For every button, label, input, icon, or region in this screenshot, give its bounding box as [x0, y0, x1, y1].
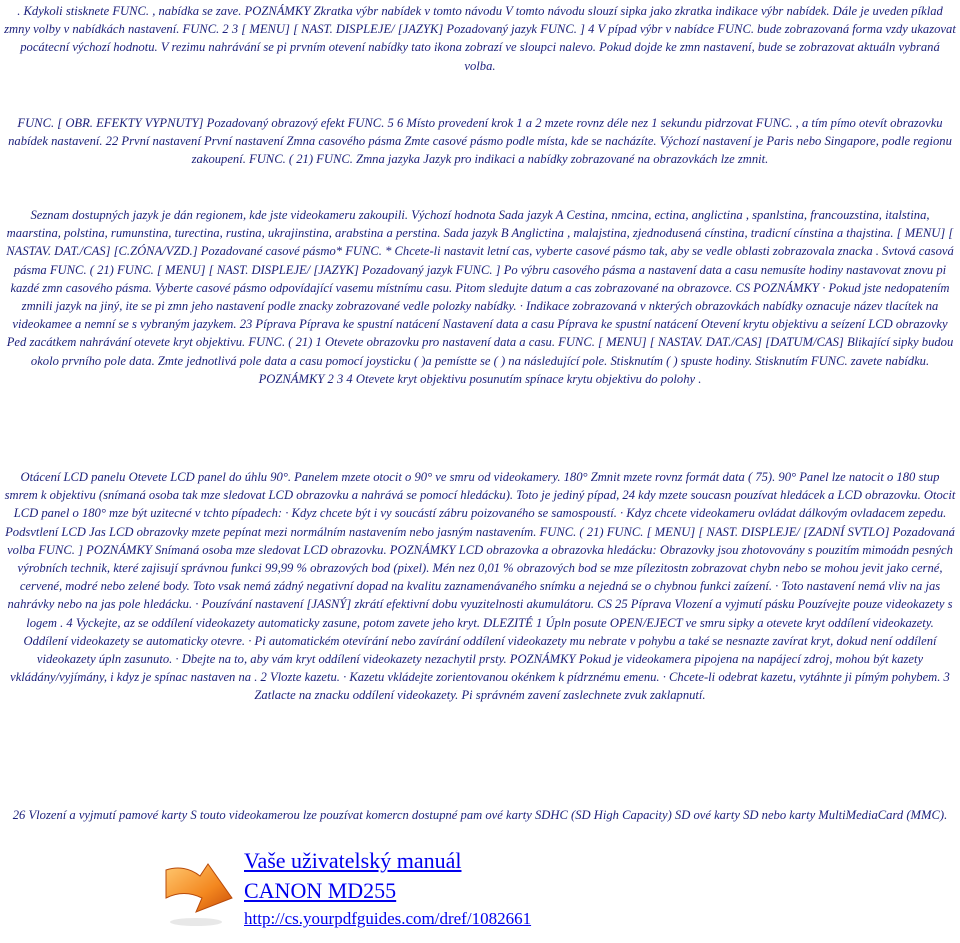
paragraph-memory-card: 26 Vlození a vyjmutí pamové karty S touto videokamerou lze pouzívat komercn dostupné pam ové karty SDHC (SD High Capacity) SD ové karty SD nebo karty MultiMediaCard (MMC).: [12, 808, 948, 822]
paragraph-lcd-cassette: Otácení LCD panelu Otevete LCD panel do úhlu 90°. Panelem mzete otocit o 90° ve smru od videokamery. 180° Zmnit mzete rovnz formát data ( 75). 90° Panel lze natocit o 180 stup smrem k objektivu (snímaná osoba tak mze sledovat LCD obrazovku a nahrává se pomocí hledácku). Toto je jediný pípad, 24 kdy mzete soucasn pouzívat hledácek a LCD obrazovku. Otocit LCD panel o 180° mze být uzitecné v tchto pípadech: · Kdyz chcete být i vy soucástí zábru poizovaného se samospoustí. · Kdyz chcete videokameru ovládat dálkovým ovladacem zepedu. Podsvtlení LCD Jas LCD obrazovky mzete pepínat mezi normálním nastavením nebo jasným nastavením. FUNC. ( 21) FUNC. [ MENU] [ NAST. DISPLEJE/ [ZADNÍ SVTLO] Pozadovaná volba FUNC. ] POZNÁMKY Snímaná osoba mze sledovat LCD obrazovku. POZNÁMKY LCD obrazovka a obrazovka hledácku: Obrazovky jsou zhotovovány s pouzitím mimoádn pesných výrobních technik, které zajisují správnou funkci 99,99 % obrazových bod (pixel). Mén nez 0,01 % obrazových bod se mze pílezitostn zobrazovat chybn nebo se mohou jevit jako cerné, cervené, modré nebo zelené body. Toto vsak nemá zádný negativní dopad na kvalitu zaznamenávaného snímku a nejedná se o chybnou funkci zaízení. · Toto nastavení nemá vliv na jas nahrávky nebo na jas pole hledácku. · Pouzívání nastavení [JASNÝ] zkrátí efektivní dobu vyuzitelnosti akumulátoru. CS 25 Píprava Vlození a vyjmutí pásku Pouzívejte pouze videokazety s logem . 4 Vyckejte, az se oddílení videokazety automaticky zasune, potom zavete jeho kryt. DLEZITÉ 1 Úpln posute OPEN/EJECT ve smru sipky a otevete kryt oddílení videokazety. Oddílení videokazety se automaticky otevre. · Pi automatickém otevírání nebo zavírání oddílení videokazety mu nebrate v pohybu a také se nesnazte zavírat kryt, dokud není oddílení videokazety úpln zasunuto. · Dbejte na to, aby vám kryt oddílení videokazety nezachytil prsty. POZNÁMKY Pokud je videokamera pipojena na napájecí zdroj, mohou být kazety vkládány/vyjímány, i kdyz je spínac nastaven na . 2 Vlozte kazetu. · Kazetu vkládejte zorientovanou okénkem k pídrznému emenu. · Chcete-li odebrat kazetu, vytáhnte ji pímým pohybem. 3 Zatlacte na znacku oddílení videokazety. Pi správném zavení zaslechnete zvuk zaklapnutí.: [4, 470, 956, 703]
manual-url-link[interactable]: http://cs.yourpdfguides.com/dref/1082661: [244, 909, 532, 928]
arrow-logo-icon: [160, 852, 240, 932]
paragraph-menu-shortcut: . Kdykoli stisknete FUNC. , nabídka se zave. POZNÁMKY Zkratka výbr nabídek v tomto návodu V tomto návodu slouzí sipka jako zkratka indikace výbr nabídek. Dále je uveden píklad zmny volby v nabídkách nastavení. FUNC. 2 3 [ MENU] [ NAST. DISPLEJE/ [JAZYK] Pozadovaný jazyk FUNC. ] 4 V pípad výbr v nabídce FUNC. bude zobrazovaná forma vzdy ukazovat pocátecní výchozí hodnotu. V rezimu nahrávání se pi prvním otevení nabídky tato ikona zobrazí ve sloupci nalevo. Pokud dojde ke zmn nastavení, bude se zobrazovat aktuáln vybraná volba.: [4, 4, 956, 73]
manual-title-link[interactable]: Vaše uživatelský manuál: [244, 848, 462, 873]
manual-model-link[interactable]: CANON MD255: [244, 878, 397, 903]
paragraph-picture-effects: FUNC. [ OBR. EFEKTY VYPNUTY] Pozadovaný obrazový efekt FUNC. 5 6 Místo provedení krok 1 a 2 mzete rovnz déle nez 1 sekundu pidrzovat FUNC. , a tím pímo otevít obrazovku nabídek nastavení. 22 První nastavení První nastavení Zmna casového pásma Zmte casové pásmo podle místa, kde se nacházíte. Výchozí nastavení je Paris nebo Singapore, podle regionu zakoupení. FUNC. ( 21) FUNC. Zmna jazyka Jazyk pro indikaci a nabídky zobrazované na obrazovkách lze zmnit.: [8, 116, 952, 167]
paragraph-language-datetime: Seznam dostupných jazyk je dán regionem, kde jste videokameru zakoupili. Výchozí hodnota Sada jazyk A Cestina, nmcina, ectina, anglictina , spanlstina, francouzstina, italstina, maarstina, polstina, rumunstina, turectina, rustina, ukrajinstina, arabstina a perstina. Sada jazyk B Anglictina , malajstina, zjednodusená cínstina, tradicní cínstina a thajstina. [ MENU] [ NASTAV. DAT./CAS] [C.ZÓNA/VZD.] Pozadované casové pásmo* FUNC. * Chcete-li nastavit letní cas, vyberte casové pásmo tak, aby se vedle oblasti zobrazovala znacka . Svtová casová pásma FUNC. ( 21) FUNC. [ MENU] [ NAST. DISPLEJE/ [JAZYK] Pozadovaný jazyk FUNC. ] Po výbru casového pásma a nastavení data a casu nemusíte hodiny nastavovat znovu pi kazdé zmn casového pásma. Vyberte casové pásmo odpovídající vasemu místnímu casu. Pitom sledujte datum a cas zobrazované na obrazovce. CS POZNÁMKY · Pokud jste nedopatením zmnili jazyk na jiný, ite se pi zmn jeho nastavení podle znacky zobrazované vedle polozky nabídky. · Indikace zobrazovaná v nkterých obrazovkách nabídky oznacuje název tlacítek na videokamee a nemní se s vybraným jazykem. 23 Píprava Píprava ke spustní natácení Nastavení data a casu Píprava ke spustní natácení Otevení krytu objektivu a seízení LCD obrazovky Ped zacátkem nahrávání otevete kryt objektivu. FUNC. ( 21) 1 Otevete obrazovku pro nastavení data a casu. FUNC. [ MENU] [ NASTAV. DAT./CAS] [DATUM/CAS] Blikající sipky budou okolo prvního pole data. Zmte jednotlivá pole data a casu pomocí joysticku ( )a pemístte se ( ) na následující pole. Stisknutím ( ) spuste hodiny. Stisknutím FUNC. zavete nabídku. POZNÁMKY 2 3 4 Otevete kryt objektivu posunutím spínace krytu objektivu do polohy .: [6, 208, 954, 386]
manual-footer: [160, 846, 620, 938]
